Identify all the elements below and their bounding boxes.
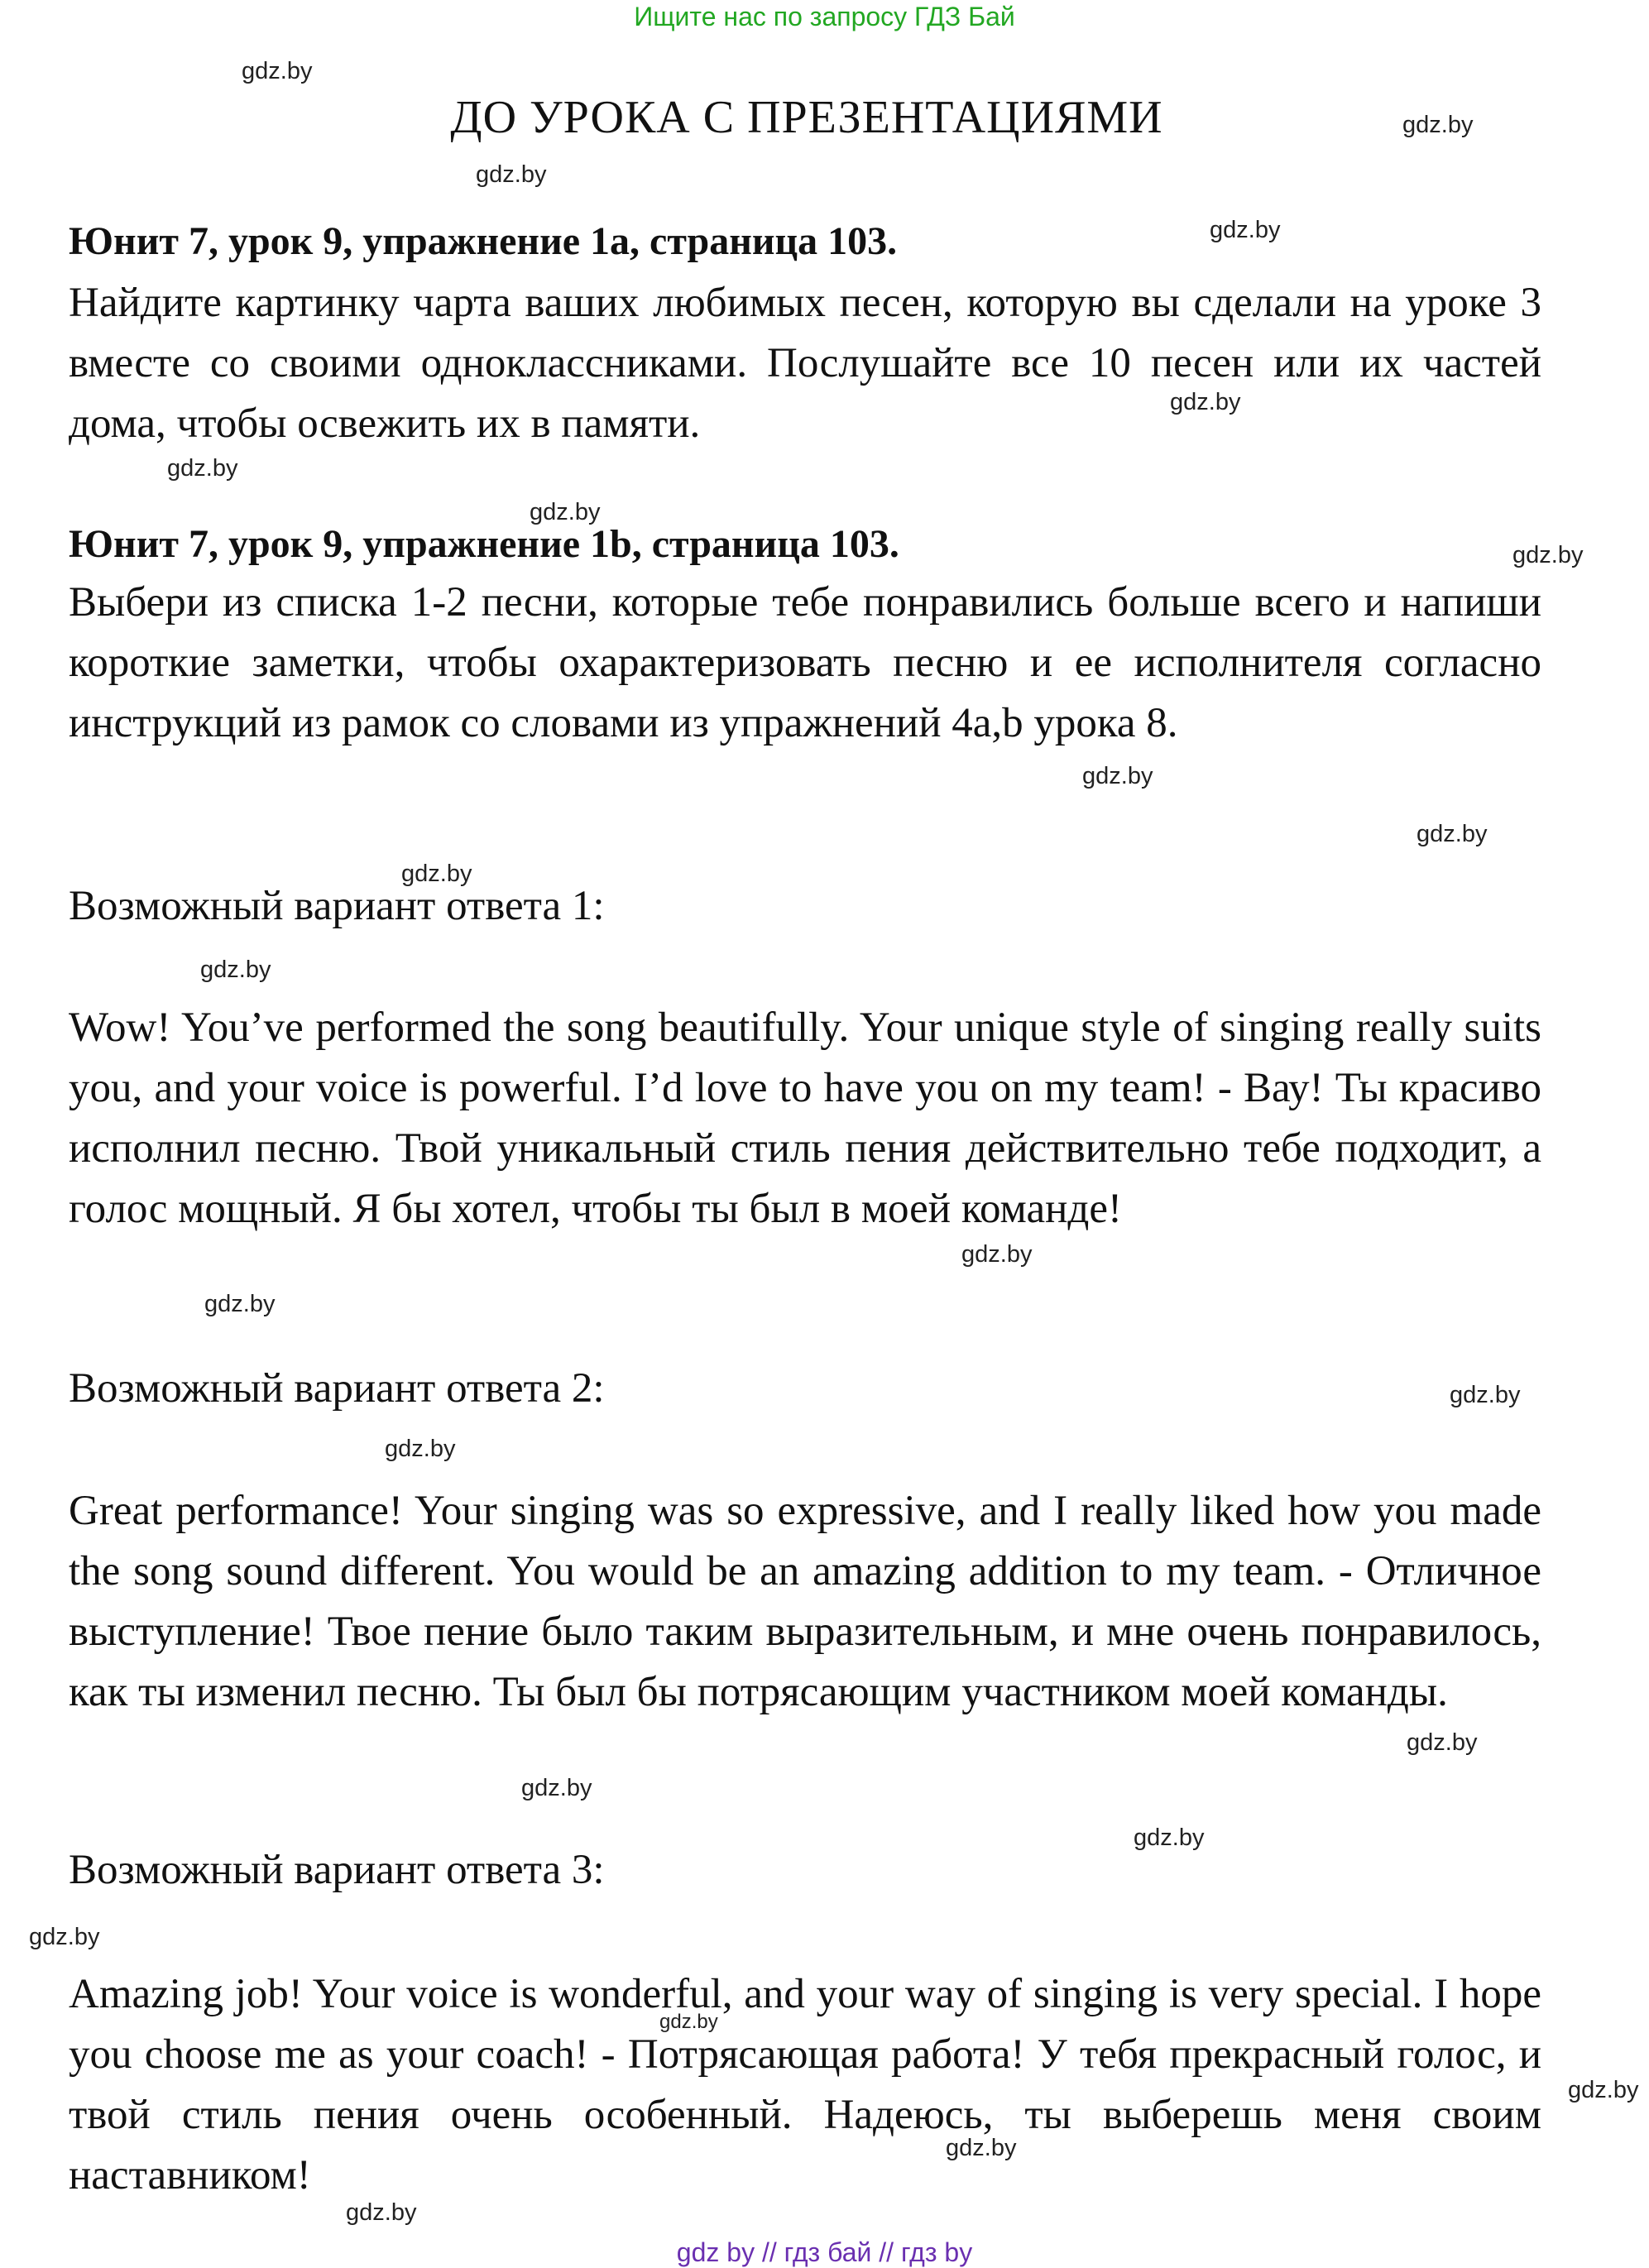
watermark: gdz.by <box>242 58 313 84</box>
watermark: gdz.by <box>961 1241 1033 1268</box>
watermark: gdz.by <box>1417 821 1488 847</box>
answer2-text: Great performance! Your singing was so expressive, and I really liked how you made the song sound different. You would be an amazing addition to my team. - Отличное выступление! Твое пение было таким выразительным, и мне очень понравилось, как ты изменил песню. Ты был бы потрясающим участником моей команды. <box>69 1488 1541 1715</box>
watermark: gdz.by <box>401 861 472 887</box>
watermark: gdz.by <box>167 455 238 482</box>
watermark: gdz.by <box>946 2135 1017 2161</box>
watermark: gdz.by <box>1170 389 1241 415</box>
watermark: gdz.by <box>346 2199 417 2226</box>
watermark: gdz.by <box>200 957 271 983</box>
watermark: gdz.by <box>521 1775 592 1801</box>
watermark: gdz.by <box>1450 1382 1521 1408</box>
watermark: gdz.by <box>1512 542 1584 568</box>
watermark: gdz.by <box>1568 2077 1639 2103</box>
answer2-label: Возможный вариант ответа 2: <box>69 1365 605 1412</box>
watermark: gdz.by <box>385 1436 456 1462</box>
answer1-text: Wow! You’ve performed the song beautifully. Your unique style of singing really suits you, and your voice is powerful. I’d love to have you on my team! - Вау! Ты красиво исполнил песню. Твой уникальный стиль пения действительно тебе подходит, а голос мощный. Я бы хотел, чтобы ты был в моей команде! <box>69 1005 1541 1232</box>
page-title: ДО УРОКА С ПРЕЗЕНТАЦИЯМИ <box>450 92 1163 143</box>
top-banner: Ищите нас по запросу ГДЗ Бай <box>634 2 1015 31</box>
watermark: gdz.by <box>29 1924 100 1950</box>
task2-heading: Юнит 7, урок 9, упражнение 1b, страница 103. <box>69 522 899 566</box>
watermark: gdz.by <box>659 2011 718 2033</box>
answer1-label: Возможный вариант ответа 1: <box>69 883 605 929</box>
watermark: gdz.by <box>204 1291 276 1317</box>
watermark: gdz.by <box>1407 1729 1478 1756</box>
watermark: gdz.by <box>1134 1824 1205 1851</box>
task1-heading: Юнит 7, урок 9, упражнение 1a, страница 103. <box>69 219 898 263</box>
watermark: gdz.by <box>1402 112 1474 138</box>
watermark: gdz.by <box>1210 217 1281 243</box>
footer: gdz by // гдз бай // гдз by <box>676 2237 973 2267</box>
task2-text: Выбери из списка 1-2 песни, которые тебе понравились больше всего и напиши короткие заметки, чтобы охарактеризовать песню и ее исполнителя согласно инструкций из рамок со словами из упражнений 4a,b урока 8. <box>69 579 1541 746</box>
answer3-label: Возможный вариант ответа 3: <box>69 1847 605 1893</box>
watermark: gdz.by <box>1082 763 1153 789</box>
task1-text: Найдите картинку чарта ваших любимых песен, которую вы сделали на уроке 3 вместе со своими одноклассниками. Послушайте все 10 песен или их частей дома, чтобы освежить их в памяти. <box>69 280 1541 447</box>
watermark: gdz.by <box>476 161 547 188</box>
answer3-text: Amazing job! Your voice is wonderful, and your way of singing is very special. I hope you choose me as your coach! - Потрясающая работа! У тебя прекрасный голос, и твой стиль пения очень особенный. Надеюсь, ты выберешь меня своим наставником! <box>69 1971 1541 2198</box>
watermark: gdz.by <box>530 499 601 525</box>
